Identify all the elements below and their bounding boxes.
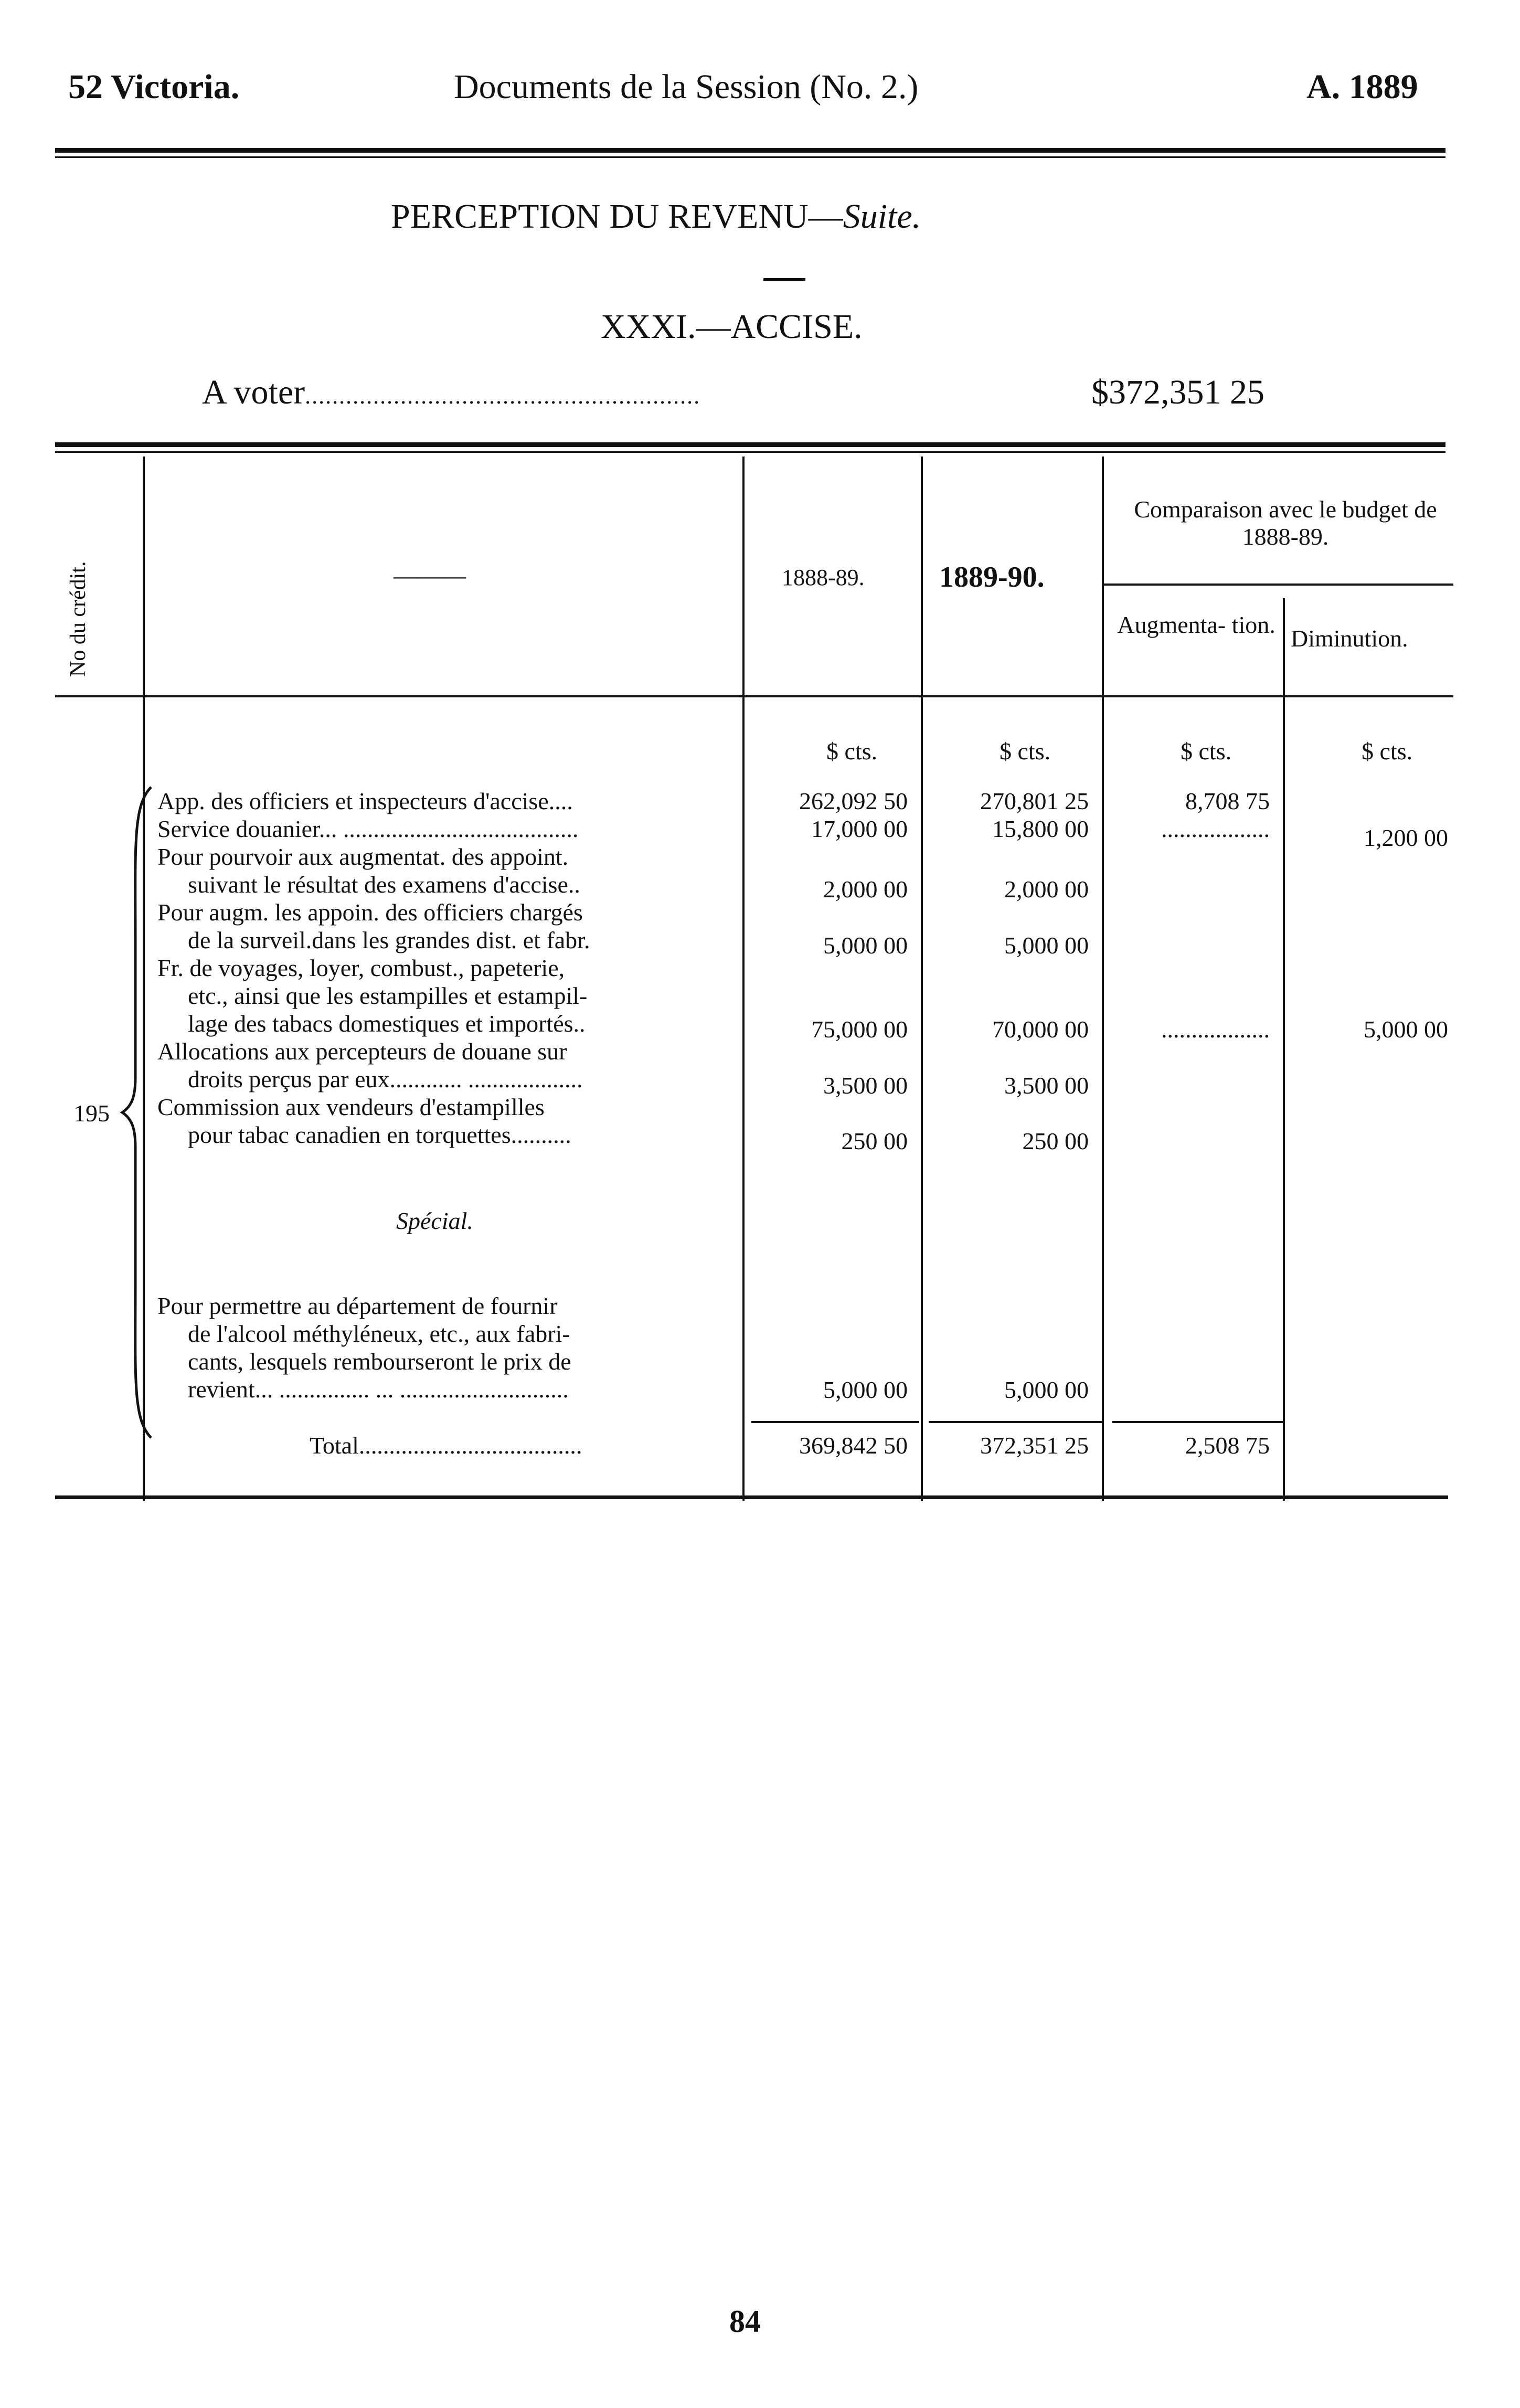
desc-line: etc., ainsi que les estampilles et estampil-: [188, 982, 588, 1009]
col-1889-header: 1889-90.: [939, 561, 1045, 593]
table-top-rule-thick: [55, 442, 1445, 447]
value-1889: 5,000 00: [1004, 932, 1089, 959]
header-bottom-rule: [55, 695, 1453, 697]
credit-number: 195: [73, 1100, 110, 1127]
total-1889: 372,351 25: [980, 1432, 1089, 1459]
desc-line: Pour augm. les appoin. des officiers chargés: [157, 899, 583, 926]
subsection-title: XXXI.—ACCISE.: [601, 307, 863, 346]
desc-line: Service douanier... .......................................: [157, 815, 579, 842]
header-rule-thin: [55, 156, 1445, 158]
header-center: Documents de la Session (No. 2.): [454, 68, 919, 106]
table-bottom-rule: [55, 1495, 1448, 1499]
value-1889: 3,500 00: [1004, 1072, 1089, 1099]
value-1889: 2,000 00: [1004, 876, 1089, 903]
value-aug: ..................: [1161, 815, 1270, 842]
unit-aug: $ cts.: [1181, 738, 1232, 765]
voter-label: A voter: [202, 373, 305, 411]
section-title-main: PERCEPTION DU REVENU—: [391, 197, 843, 236]
special-label: Spécial.: [396, 1207, 473, 1234]
value-1889: 70,000 00: [992, 1016, 1089, 1043]
value-1889: 15,800 00: [992, 815, 1089, 842]
desc-line: cants, lesquels rembourseront le prix de: [188, 1348, 571, 1375]
augmentation-header: Augmenta- tion.: [1117, 611, 1275, 638]
section-title: [391, 197, 921, 237]
col-line-desc: [742, 457, 745, 1501]
total-rule-1888: [751, 1421, 919, 1423]
value-1889: 270,801 25: [980, 788, 1089, 814]
value-1888: 5,000 00: [823, 932, 908, 959]
col-line-aug: [1283, 598, 1285, 1501]
comparison-rule: [1102, 584, 1453, 586]
diminution-header: Diminution.: [1291, 625, 1408, 652]
voter-dots: ..........................................................: [305, 383, 701, 409]
col-line-1889: [1102, 457, 1104, 1501]
total-rule-aug: [1112, 1421, 1283, 1423]
page-number: 84: [729, 2304, 761, 2339]
unit-dim: $ cts.: [1362, 738, 1413, 765]
title-short-rule: [763, 278, 805, 281]
desc-line: pour tabac canadien en torquettes..........: [188, 1121, 571, 1148]
value-aug: 8,708 75: [1185, 788, 1270, 814]
desc-line: lage des tabacs domestiques et importés..: [188, 1010, 586, 1037]
brace: [120, 784, 156, 1440]
desc-line: Allocations aux percepteurs de douane sur: [157, 1038, 567, 1065]
special-description-block: [157, 1292, 740, 1403]
section-title-suffix: Suite.: [843, 197, 921, 236]
desc-line: revient... ............... ... ............................: [188, 1376, 569, 1403]
desc-line: App. des officiers et inspecteurs d'accise....: [157, 788, 573, 814]
desc-line: Commission aux vendeurs d'estampilles: [157, 1094, 545, 1120]
desc-line: Fr. de voyages, loyer, combust., papeterie,: [157, 954, 565, 981]
voter-line: [202, 373, 700, 412]
value-1888: 2,000 00: [823, 876, 908, 903]
value-1888: 17,000 00: [811, 815, 908, 842]
value-dim: 1,200 00: [1364, 824, 1448, 851]
col-line-1888: [921, 457, 923, 1501]
value-1888: 262,092 50: [799, 788, 908, 814]
value-aug: ..................: [1161, 1016, 1270, 1043]
value-1889: 250 00: [1022, 1128, 1089, 1154]
value-dim: 5,000 00: [1364, 1016, 1448, 1043]
unit-1888: $ cts.: [826, 738, 878, 765]
value-1888: 3,500 00: [823, 1072, 908, 1099]
header-rule-thick: [55, 148, 1445, 153]
total-label: Total: [310, 1432, 359, 1459]
value-1889: 5,000 00: [1004, 1376, 1089, 1403]
desc-line: Pour permettre au département de fournir: [157, 1292, 558, 1319]
desc-line: droits perçus par eux............ ...................: [188, 1066, 583, 1092]
header-left: 52 Victoria.: [68, 68, 240, 106]
col-1888-header: 1888-89.: [782, 565, 865, 590]
total-aug: 2,508 75: [1185, 1432, 1270, 1459]
value-1888: 5,000 00: [823, 1376, 908, 1403]
total-rule-1889: [929, 1421, 1102, 1423]
voter-amount: $372,351 25: [1091, 373, 1264, 411]
desc-line: de l'alcool méthyléneux, etc., aux fabri-: [188, 1320, 570, 1347]
value-1888: 75,000 00: [811, 1016, 908, 1043]
total-dots: .....................................: [358, 1432, 582, 1459]
desc-line: Pour pourvoir aux augmentat. des appoint.: [157, 843, 569, 870]
col-credit-header: No du crédit.: [66, 561, 90, 677]
description-block: [157, 787, 740, 1149]
total-label-line: [310, 1431, 582, 1460]
value-1888: 250 00: [841, 1128, 908, 1154]
desc-line: de la surveil.dans les grandes dist. et fabr.: [188, 927, 590, 953]
comparison-header: Comparaison avec le budget de 1888-89.: [1134, 496, 1437, 550]
header-right: A. 1889: [1306, 68, 1418, 106]
table-top-rule-thin: [55, 451, 1445, 453]
col-desc-dash: ———: [394, 562, 466, 589]
total-1888: 369,842 50: [799, 1432, 908, 1459]
desc-line: suivant le résultat des examens d'accise..: [188, 871, 580, 898]
unit-1889: $ cts.: [1000, 738, 1051, 765]
